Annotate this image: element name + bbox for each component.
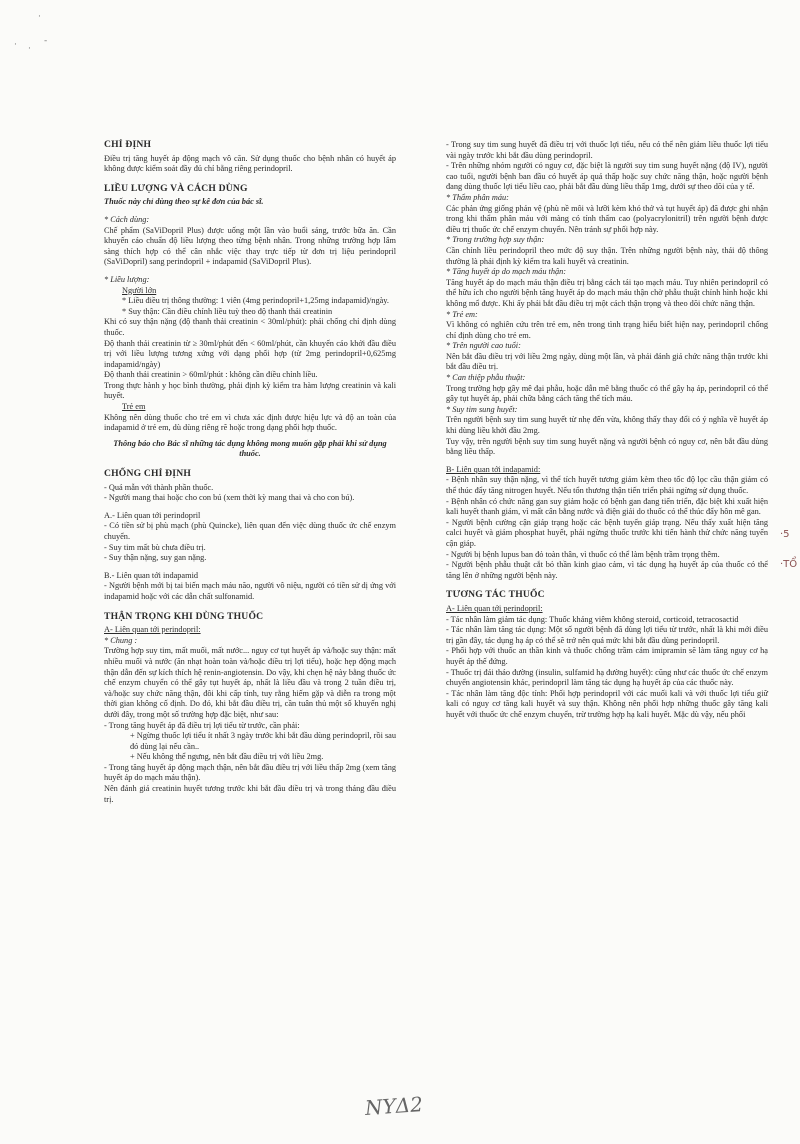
paragraph: Người lớn — [122, 285, 157, 295]
paragraph: - Người bệnh mới bị tai biến mạch máu não, người vô niệu, người có tiền sử dị ứng với indapamid hoặc với các dẫn chất sulfonamid. — [104, 581, 396, 601]
paragraph: Thông báo cho Bác sĩ những tác dụng không mong muốn gặp phải khi sử dụng thuốc. — [113, 438, 387, 459]
paragraph: - Người bệnh cường cận giáp trạng hoặc các bệnh tuyến giáp trạng. Nếu thấy xuất hiện tăng calci huyết và giảm phosphat huyết, phải ngừng thuốc trước khi tiến hành thử chức năng tuyến cận giáp. — [446, 517, 768, 548]
paragraph: A.- Liên quan tới perindopril — [104, 510, 201, 520]
paragraph: - Trong suy tim sung huyết đã điều trị với thuốc lợi tiểu, nếu có thể nên giảm liều thuốc lợi tiểu vài ngày trước khi bắt đầu dùng perindopril. — [446, 140, 768, 160]
paragraph: - Quá mẫn với thành phần thuốc. — [104, 482, 214, 492]
scan-edge-marks: ·5 ·TỔ — [780, 529, 798, 570]
paragraph: * Chung : — [104, 635, 138, 645]
paragraph: * Cách dùng: — [104, 214, 150, 224]
paragraph: Tăng huyết áp do mạch máu thận điều trị bằng cách tái tạo mạch máu. Tuy nhiên perindopril có thể hữu ích cho người bệnh tăng huyết áp do mạch máu thận chờ phẫu thuật chỉnh hình hoặc khi không mổ được. Khi ấy phải bắt đầu điều trị một cách thận trọng và theo dõi chức năng thận. — [446, 277, 768, 308]
paragraph: + Nếu không thể ngưng, nên bắt đầu điều trị với liều 2mg. — [130, 752, 324, 762]
paragraph: Vì không có nghiên cứu trên trẻ em, nên trong tình trạng hiểu biết hiện nay, perindopril chống chỉ định dùng cho trẻ em. — [446, 320, 768, 340]
paragraph: Các phản ứng giống phản vệ (phù nề môi và lưỡi kèm khó thở và tụt huyết áp) đã được ghi nhận trong khi thẩm phân máu với màng có tính thấm cao (polyacrylonitril) trên người bệnh được điều trị thuốc ức chế enzym chuyển. Nên tránh sự phối hợp này. — [446, 203, 768, 234]
paragraph: A- Liên quan tới perindopril: — [446, 603, 543, 613]
paragraph: Trẻ em — [122, 402, 146, 412]
paragraph: Tuy vậy, trên người bệnh suy tim sung huyết nặng và người bệnh có nguy cơ, nên bắt đầu dùng bằng liều thấp. — [446, 436, 768, 457]
paragraph: Nên đánh giá creatinin huyết tương trước khi bắt đầu điều trị và trong tháng đầu điều trị. — [104, 784, 396, 804]
paragraph: * Liều điều trị thông thường: 1 viên (4mg perindopril+1,25mg indapamid)/ngày. — [122, 296, 389, 306]
paragraph: - Người mang thai hoặc cho con bú (xem thời kỳ mang thai và cho con bú). — [104, 493, 355, 503]
paragraph: - Thuốc trị đái tháo đường (insulin, sulfamid hạ đường huyết): cũng như các thuốc ức chế enzym chuyển angiotensin khác, perindopril làm tăng tác dụng hạ huyết áp của các thuốc này. — [446, 667, 768, 688]
paragraph: Nên bắt đầu điều trị với liều 2mg ngày, dùng một lần, và phải đánh giá chức năng thận trước khi bắt đầu điều trị. — [446, 351, 768, 372]
paragraph: - Suy tim mất bù chưa điều trị. — [104, 542, 206, 552]
paragraph: B- Liên quan tới indapamid: — [446, 464, 541, 474]
paragraph: * Trong trường hợp suy thận: — [446, 235, 545, 245]
paragraph: * Trên người cao tuổi: — [446, 341, 521, 351]
paragraph: - Trong tăng huyết áp đã điều trị lợi tiểu từ trước, cần phải: — [104, 720, 300, 730]
section-heading: TƯƠNG TÁC THUỐC — [446, 589, 545, 601]
paragraph: * Suy tim sung huyết: — [446, 404, 518, 414]
paragraph: A- Liên quan tới perindopril: — [104, 625, 201, 635]
paragraph: * Can thiệp phẫu thuật: — [446, 373, 526, 383]
section-heading: CHỈ ĐỊNH — [104, 139, 152, 150]
paragraph: - Tác nhân làm tăng tác dụng: Một số người bệnh đã dùng lợi tiểu từ trước, nhất là khi mới điều trị gần đây, tác dụng hạ áp có thể sẽ trở nên quá mức khi bắt đầu dùng perindopril. — [446, 625, 768, 645]
paragraph: - Có tiền sử bị phù mạch (phù Quincke), liên quan đến việc dùng thuốc ức chế enzym chuyển. — [104, 521, 396, 541]
paragraph: - Suy thận nặng, suy gan nặng. — [104, 553, 207, 563]
paragraph: + Ngừng thuốc lợi tiểu ít nhất 3 ngày trước khi bắt đầu dùng perindopril, rồi sau đó dùng lại nếu cần.. — [130, 731, 397, 751]
paragraph: Độ thanh thải creatinin từ ≥ 30ml/phút đến < 60ml/phút, cần khuyến cáo khởi đầu điều trị với liều lượng tương xứng với dạng phối hợp (từ 2mg perindopril+0,625mg indapamid/ngày) — [104, 338, 396, 369]
paragraph: * Suy thận: Cần điều chỉnh liều tuỳ theo độ thanh thải creatinin — [122, 306, 333, 316]
paragraph: B.- Liên quan tới indapamid — [104, 570, 199, 580]
paragraph: Không nên dùng thuốc cho trẻ em vì chưa xác định được hiệu lực và độ an toàn của indapamid ở trẻ em, dù dùng riêng rẽ hoặc trong dạng phối hợp thuốc. — [104, 412, 396, 433]
paragraph: Trường hợp suy tim, mất muối, mất nước... nguy cơ tụt huyết áp và/hoặc suy thận: mất nhiều muối và nước (ăn nhạt hoàn toàn và/hoặc điều trị lợi tiểu), hoặc hẹp động mạch thận dẫn đến sự kích thích hệ renin-angiotensin. Do vậy, khi chẹn hệ này bằng thuốc ức chế enzym chuyển có thể gây tụt huyết áp, nhất là liều đầu và trong 2 tuần điều trị, và/hoặc suy chức năng thận, đôi khi cấp tính, tuy rằng hiếm gặp và diễn ra trong một thời gian không cố định. Do đó, khi bắt đầu điều trị, cần tuân thủ một số khuyến nghị dưới đây, trong một số trường hợp đặc biệt, như sau: — [104, 646, 396, 719]
scan-dot: · — [38, 12, 41, 22]
scan-dot: · — [28, 44, 31, 54]
paragraph: Trên người bệnh suy tim sung huyết từ nhẹ đến vừa, không thấy thay đổi có ý nghĩa về huyết áp khi dùng liều khởi đầu 2mg. — [446, 415, 768, 436]
paragraph: Chế phẩm (SaViDopril Plus) được uống một lần vào buổi sáng, trước bữa ăn. Cần khuyến cáo chuẩn độ liều lượng theo từng bệnh nhân. Trong những trường hợp lâm sàng thích hợp có thể cân nhắc việc thay trực tiếp từ đơn trị liệu perindopril (SaViDopril) sang perindopril + indapamid (SaViDopril Plus). — [104, 225, 396, 267]
paragraph: - Bệnh nhân suy thận nặng, vì thể tích huyết tương giảm kèm theo tốc độ lọc cầu thận giảm có thể thúc đẩy tăng nitrogen huyết. Nếu tổn thương thận tiến triển phải ngừng sử dụng thuốc. — [446, 475, 768, 495]
paragraph: - Phối hợp với thuốc an thần kinh và thuốc chống trầm cảm imipramin sẽ làm tăng nguy cơ hạ huyết áp thế đứng. — [446, 646, 768, 666]
paragraph: - Trên những nhóm người có nguy cơ, đặc biệt là người suy tim sung huyết nặng (độ IV), người cao tuổi, người bệnh ban đầu có huyết áp quá thấp hoặc suy chức năng thận, hoặc người bệnh đang dùng thuốc lợi tiểu liều cao, phải bắt đầu dùng liều thấp 1mg, dưới sự theo dõi của y tế. — [446, 161, 768, 192]
left-column — [104, 140, 396, 805]
paragraph: * Trẻ em: — [446, 309, 478, 319]
paragraph: - Trong tăng huyết áp động mạch thận, nên bắt đầu điều trị với liều thấp 2mg (xem tăng huyết áp do mạch máu thận). — [104, 762, 396, 783]
paragraph: Trong trường hợp gây mê đại phẫu, hoặc dẫn mê bằng thuốc có thể gây hạ áp, perindopril có thể gây tụt huyết áp, phải chữa bằng cách tăng thể tích máu. — [446, 383, 768, 404]
paragraph: - Tác nhân làm tăng độc tính: Phối hợp perindopril với các muối kali và với thuốc lợi tiểu giữ kali có nguy cơ tăng kali huyết và suy thận. Không nên phối hợp những thuốc gây tăng kali huyết với thuốc ức chế enzym chuyển, trừ trường hợp hạ kali huyết. Mặc dù vậy, nếu phối — [446, 688, 768, 719]
scan-dot: · — [14, 40, 17, 50]
paragraph: Thuốc này chỉ dùng theo sự kê đơn của bác sĩ. — [104, 197, 264, 207]
paragraph: Độ thanh thải creatinin > 60ml/phút : không cần điều chỉnh liều. — [104, 370, 318, 380]
paragraph: Trong thực hành y học bình thường, phải định kỳ kiểm tra hàm lượng creatinin và kali huyết. — [104, 380, 396, 401]
paragraph: - Bệnh nhân có chức năng gan suy giảm hoặc có bệnh gan đang tiến triển, đặc biệt khi xuất hiện kali huyết thanh giảm, vì mất cân bằng nước và điện giải do thuốc có thể thúc đẩy hôn mê gan. — [446, 496, 768, 517]
paragraph: - Người bị bệnh lupus ban đỏ toàn thân, vì thuốc có thể làm bệnh trầm trọng thêm. — [446, 549, 720, 559]
paragraph: Điều trị tăng huyết áp động mạch vô căn. Sử dụng thuốc cho bệnh nhân có huyết áp không được kiểm soát đầy đủ chỉ bằng riêng perindopril. — [104, 153, 396, 174]
section-heading: LIỀU LƯỢNG VÀ CÁCH DÙNG — [104, 182, 248, 194]
handwritten-signature: ΝΥΔ2 — [364, 1092, 424, 1120]
section-heading: CHỐNG CHỈ ĐỊNH — [104, 468, 192, 480]
paragraph: * Liều lượng: — [104, 274, 150, 284]
scan-dot: - — [44, 36, 48, 46]
paragraph: * Thẩm phân máu: — [446, 192, 509, 202]
section-heading: THẬN TRỌNG KHI DÙNG THUỐC — [104, 610, 264, 622]
paragraph: Khi có suy thận nặng (độ thanh thải creatinin < 30ml/phút): phải chống chỉ định dùng thuốc. — [104, 317, 396, 337]
right-column — [446, 140, 768, 720]
paragraph: Cần chỉnh liều perindopril theo mức độ suy thận. Trên những người bệnh này, thái độ thông thường là phải định kỳ kiểm tra kali huyết và creatinin. — [446, 245, 768, 266]
paragraph: - Người bệnh phẫu thuật cắt bỏ thần kinh giao cảm, vì tác dụng hạ huyết áp của thuốc có thể tăng lên ở những người bệnh này. — [446, 560, 768, 580]
paragraph: - Tác nhân làm giảm tác dụng: Thuốc kháng viêm không steroid, corticoid, tetracosactid — [446, 614, 739, 624]
paragraph: * Tăng huyết áp do mạch máu thận: — [446, 267, 567, 277]
